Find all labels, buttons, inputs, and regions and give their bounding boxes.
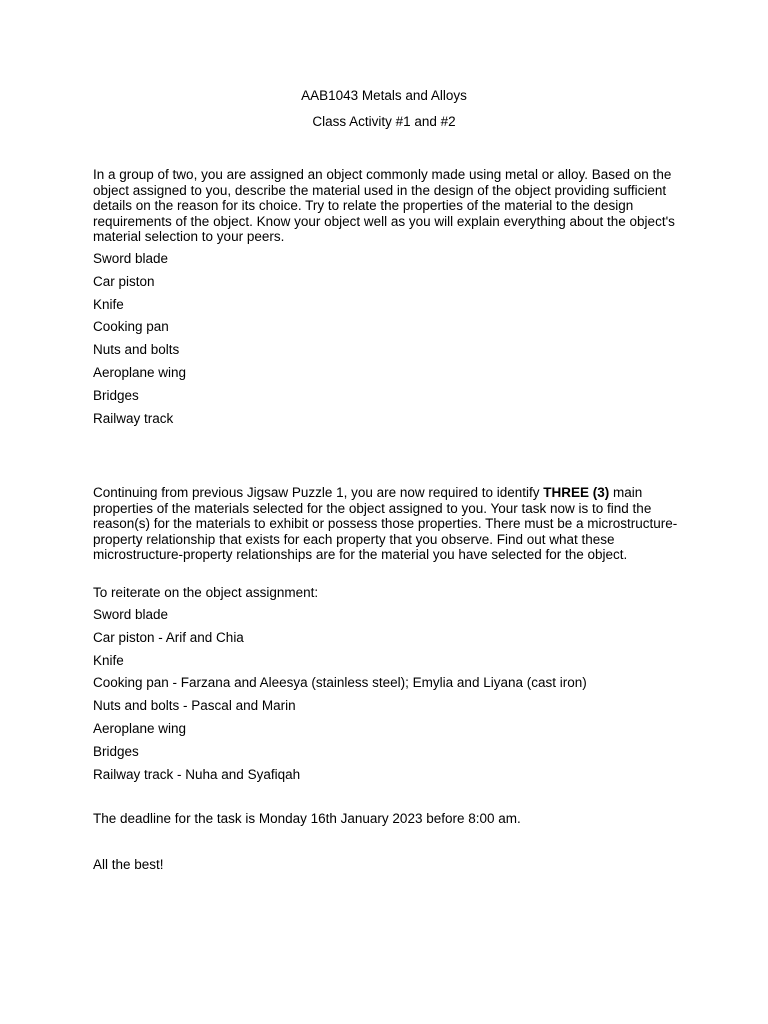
assignment-list bbox=[93, 607, 587, 789]
activity2-intro-rest: main properties of the materials selected for the object assigned to you. Your task now is to find the reason(s) for the materials to exhibit or possess those properties. There must be a microstructure-property relationship that exists for each property that you observe. Find out what these microstructure-property relationships are for the material you have selected for the object. bbox=[93, 485, 678, 562]
activity2-instructions bbox=[93, 485, 683, 563]
activity1-instructions: In a group of two, you are assigned an object commonly made using metal or alloy. Based on the object assigned to you, describe the material used in the design of the object providing sufficient details on the reason for its choice. Try to relate the properties of the material to the design requirements of the object. Know your object well as you will explain everything about the object's material selection to your peers. bbox=[93, 167, 675, 244]
activity1-object-list bbox=[93, 251, 186, 433]
closing-text: All the best! bbox=[93, 857, 164, 872]
list-item: Cooking pan - Farzana and Aleesya (stainless steel); Emylia and Liyana (cast iron) bbox=[93, 675, 587, 691]
list-item: Sword blade bbox=[93, 607, 169, 622]
list-item: Nuts and bolts bbox=[93, 342, 180, 358]
activity2-intro-text: Continuing from previous Jigsaw Puzzle 1, you are now required to identify bbox=[93, 485, 544, 500]
list-item: Railway track - Nuha and Syafiqah bbox=[93, 766, 301, 782]
list-item: Bridges bbox=[93, 387, 139, 403]
list-item: Aeroplane wing bbox=[93, 364, 187, 380]
list-item: Nuts and bolts - Pascal and Marin bbox=[93, 698, 296, 714]
list-item: Cooking pan bbox=[93, 319, 169, 335]
list-item: Sword blade bbox=[93, 251, 169, 266]
deadline-text: The deadline for the task is Monday 16th January 2023 before 8:00 am. bbox=[93, 811, 521, 826]
reiterate-heading: To reiterate on the object assignment: bbox=[93, 585, 319, 600]
list-item: Knife bbox=[93, 296, 124, 312]
list-item: Car piston bbox=[93, 273, 155, 289]
list-item: Railway track bbox=[93, 410, 174, 426]
list-item: Bridges bbox=[93, 743, 139, 759]
activity2-emphasis: THREE (3) bbox=[543, 485, 610, 500]
document-title: AAB1043 Metals and Alloys bbox=[301, 88, 467, 103]
document-subtitle: Class Activity #1 and #2 bbox=[312, 114, 456, 129]
list-item: Aeroplane wing bbox=[93, 720, 187, 736]
list-item: Knife bbox=[93, 652, 124, 668]
list-item: Car piston - Arif and Chia bbox=[93, 629, 244, 645]
